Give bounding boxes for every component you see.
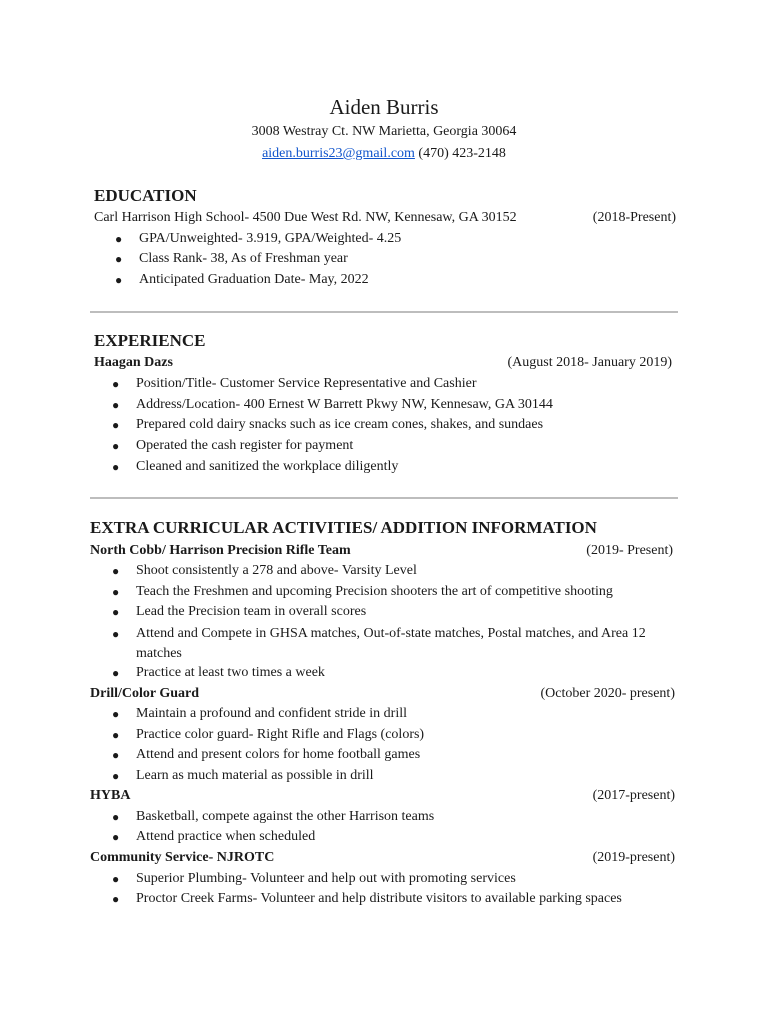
list-item: ● Proctor Creek Farms- Volunteer and help distribute visitors to available parking spaces [112,891,622,906]
list-item: ● Position/Title- Customer Service Representative and Cashier [112,376,477,391]
list-item: ● Prepared cold dairy snacks such as ice cream cones, shakes, and sundaes [112,417,544,432]
list-item: ● Anticipated Graduation Date- May, 2022 [115,272,369,287]
list-item: ● Attend practice when scheduled [112,829,316,844]
activity-title: HYBA [90,788,131,803]
bullet-icon: ● [112,769,120,783]
bullet-icon: ● [115,252,123,266]
bullet-icon: ● [112,564,120,578]
activity-title: Community Service- NJROTC [90,850,275,865]
list-item: ● Operated the cash register for payment [112,438,354,453]
activity-dates: (2019- Present) [586,543,673,558]
list-item: ● Shoot consistently a 278 and above- Varsity Level [112,563,417,578]
bullet-icon: ● [112,748,120,762]
list-item: ● Address/Location- 400 Ernest W Barrett Pkwy NW, Kennesaw, GA 30144 [112,397,553,412]
bullet-icon: ● [112,872,120,886]
list-item: ● Maintain a profound and confident stride in drill [112,706,407,721]
bullet-icon: ● [112,830,120,844]
resume-name: Aiden Burris [329,95,439,119]
activity-dates: (2019-present) [592,850,675,865]
education-dates: (2018-Present) [592,210,676,225]
bullet-icon: ● [112,398,120,412]
bullet-icon: ● [112,666,120,680]
bullet-icon: ● [112,627,120,641]
list-item: ● Learn as much material as possible in drill [112,768,374,783]
list-item: ● Basketball, compete against the other Harrison teams [112,809,435,824]
list-item: ● Attend and present colors for home football games [112,747,421,762]
bullet-icon: ● [112,439,120,453]
contact-line [0,145,768,163]
bullet-icon: ● [112,810,120,824]
list-item: ● Class Rank- 38, As of Freshman year [115,251,348,266]
section-divider [90,311,678,313]
bullet-icon: ● [112,605,120,619]
list-item: ● Lead the Precision team in overall scores [112,604,367,619]
activity-dates: (2017-present) [592,788,675,803]
phone-number: (470) 423-2148 [418,146,506,161]
school-name: Carl Harrison High School- 4500 Due West Rd. NW, Kennesaw, GA 30152 [94,210,517,225]
list-item: ● Superior Plumbing- Volunteer and help out with promoting services [112,871,516,886]
bullet-icon: ● [112,707,120,721]
education-heading: EDUCATION [94,186,197,205]
bullet-icon: ● [112,728,120,742]
bullet-icon: ● [115,273,123,287]
list-item: ● GPA/Unweighted- 3.919, GPA/Weighted- 4.25 [115,231,402,246]
employer-name: Haagan Dazs [94,355,173,370]
bullet-icon: ● [112,377,120,391]
bullet-icon: ● [112,418,120,432]
activity-title: North Cobb/ Harrison Precision Rifle Team [90,543,351,558]
list-item: ● Cleaned and sanitized the workplace diligently [112,459,399,474]
section-divider [90,497,678,499]
activities-heading: EXTRA CURRICULAR ACTIVITIES/ ADDITION INFORMATION [90,518,597,537]
list-item: ● Teach the Freshmen and upcoming Precision shooters the art of competitive shooting [112,584,613,599]
experience-heading: EXPERIENCE [94,331,206,350]
bullet-icon: ● [112,585,120,599]
bullet-icon: ● [112,892,120,906]
experience-dates: (August 2018- January 2019) [507,355,672,370]
home-address: 3008 Westray Ct. NW Marietta, Georgia 30064 [251,124,517,139]
bullet-icon: ● [115,232,123,246]
bullet-icon: ● [112,460,120,474]
email-link[interactable]: aiden.burris23@gmail.com [262,146,415,161]
activity-title: Drill/Color Guard [90,686,200,701]
activity-dates: (October 2020- present) [540,686,675,701]
list-item: ● Attend and Compete in GHSA matches, Out-of-state matches, Postal matches, and Area 12 matches [112,626,646,661]
list-item: ● Practice at least two times a week [112,665,325,680]
list-item: ● Practice color guard- Right Rifle and Flags (colors) [112,727,425,742]
